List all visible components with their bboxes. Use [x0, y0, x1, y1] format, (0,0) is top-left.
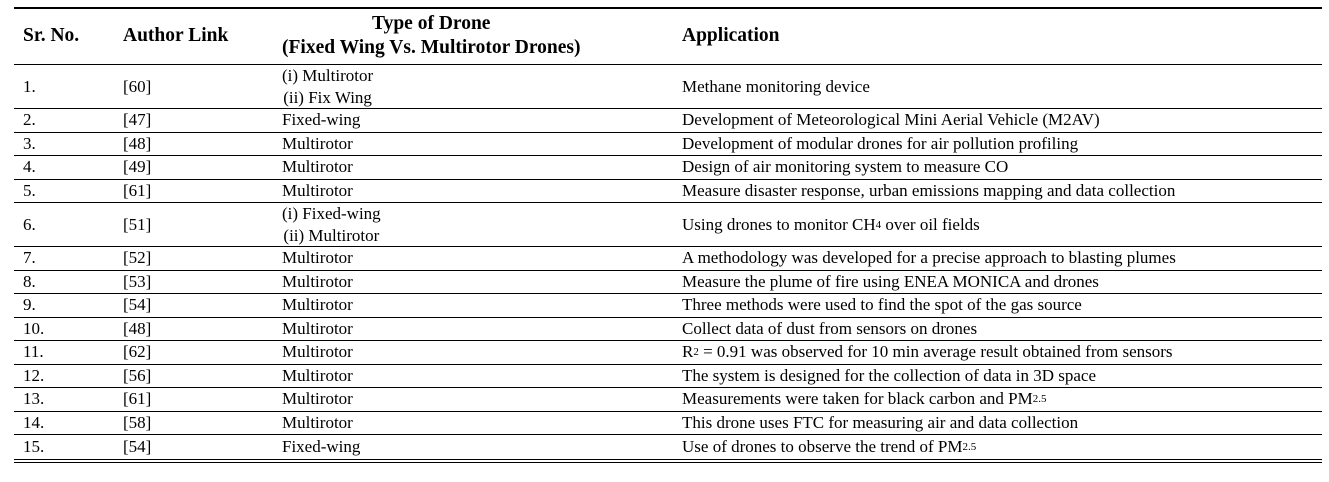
row-drone-type: Fixed-wing	[282, 436, 361, 456]
row-drone-type: Multirotor	[282, 248, 353, 268]
row-number: 15.	[23, 436, 45, 456]
row-application: The system is designed for the collection of data in 3D space	[682, 365, 1097, 385]
header-application: Application	[682, 25, 780, 46]
table-row	[14, 341, 1322, 365]
row-application: A methodology was developed for a precise approach to blasting plumes	[682, 248, 1176, 268]
row-drone-type: Multirotor	[282, 133, 353, 153]
application-text: Use of drones to observe the trend of PM	[682, 436, 963, 456]
table-header-row	[14, 9, 1322, 63]
row-drone-type: Multirotor	[282, 157, 353, 177]
row-number: 8.	[23, 271, 36, 291]
row-application: This drone uses FTC for measuring air and data collection	[682, 412, 1079, 432]
subscript: 2.5	[962, 440, 977, 453]
row-number: 5.	[23, 180, 36, 200]
row-drone-type: Multirotor	[282, 318, 353, 338]
row-application: Collect data of dust from sensors on drones	[682, 318, 978, 338]
row-number: 14.	[23, 412, 45, 432]
table-row	[14, 412, 1322, 436]
application-text-suffix: = 0.91 was observed for 10 min average result obtained from sensors	[698, 342, 1173, 362]
row-author-link: [61]	[123, 180, 152, 200]
table-row	[14, 203, 1322, 247]
row-number: 1.	[23, 76, 36, 96]
table-bottom-rule	[14, 459, 1322, 460]
row-drone-type: Multirotor	[282, 412, 353, 432]
header-type-line2: (Fixed Wing Vs. Multirotor Drones)	[282, 37, 581, 58]
row-application: R 2 = 0.91 was observed for 10 min average result obtained from sensors	[682, 342, 1173, 362]
row-drone-type-line2: (ii) Multirotor	[283, 225, 380, 245]
table-row	[14, 271, 1322, 295]
row-author-link: [52]	[123, 248, 152, 268]
row-drone-type	[282, 65, 373, 108]
row-author-link: [56]	[123, 365, 152, 385]
table-row	[14, 65, 1322, 109]
row-drone-type: Multirotor	[282, 365, 353, 385]
row-author-link: [58]	[123, 412, 152, 432]
row-drone-type: Multirotor	[282, 389, 353, 409]
subscript: 4	[875, 218, 882, 231]
table-row	[14, 133, 1322, 157]
row-application: Development of Meteorological Mini Aerial Vehicle (M2AV)	[682, 110, 1100, 130]
row-application: Three methods were used to find the spot of the gas source	[682, 295, 1082, 315]
row-number: 2.	[23, 110, 36, 130]
subscript: 2.5	[1032, 393, 1047, 406]
row-author-link: [61]	[123, 389, 152, 409]
table-row	[14, 388, 1322, 412]
row-author-link: [54]	[123, 436, 152, 456]
row-number: 11.	[23, 342, 44, 362]
header-type-of-drone	[282, 9, 580, 63]
row-application	[682, 388, 1046, 411]
header-type-line1: Type of Drone	[372, 13, 491, 34]
row-number: 7.	[23, 248, 36, 268]
table-row	[14, 294, 1322, 318]
application-text-suffix: over oil fields	[881, 214, 980, 234]
header-author-link: Author Link	[123, 25, 229, 46]
row-author-link: [48]	[123, 133, 152, 153]
row-drone-type-line1: (i) Multirotor	[282, 65, 374, 85]
row-drone-type: Multirotor	[282, 180, 353, 200]
row-application: Design of air monitoring system to measure CO	[682, 157, 1009, 177]
row-drone-type-line1: (i) Fixed-wing	[282, 203, 381, 223]
row-author-link: [62]	[123, 342, 152, 362]
row-drone-type: Multirotor	[282, 271, 353, 291]
table-row	[14, 247, 1322, 271]
table-row	[14, 109, 1322, 133]
row-application: Methane monitoring device	[682, 76, 870, 96]
row-author-link: [54]	[123, 295, 152, 315]
application-text: Measurements were taken for black carbon and PM	[682, 389, 1033, 409]
row-number: 4.	[23, 157, 36, 177]
row-author-link: [51]	[123, 214, 152, 234]
drone-application-table	[14, 7, 1322, 463]
row-number: 3.	[23, 133, 36, 153]
row-application	[682, 435, 976, 459]
row-number: 9.	[23, 295, 36, 315]
row-drone-type: Multirotor	[282, 342, 353, 362]
row-drone-type: Multirotor	[282, 295, 353, 315]
row-application	[682, 203, 980, 246]
row-drone-type: Fixed-wing	[282, 110, 361, 130]
header-sr-no: Sr. No.	[23, 25, 80, 46]
application-text: Using drones to monitor CH	[682, 214, 876, 234]
row-number: 13.	[23, 389, 45, 409]
row-drone-type-line2: (ii) Fix Wing	[283, 87, 372, 107]
row-author-link: [53]	[123, 271, 152, 291]
table-row	[14, 365, 1322, 389]
row-author-link: [48]	[123, 318, 152, 338]
table-bottom-rule-2	[14, 462, 1322, 463]
table-row	[14, 180, 1322, 204]
row-author-link: [47]	[123, 110, 152, 130]
row-number: 10.	[23, 318, 45, 338]
row-application: Measure the plume of fire using ENEA MONICA and drones	[682, 271, 1099, 291]
row-number: 12.	[23, 365, 45, 385]
row-drone-type	[282, 203, 381, 246]
row-number: 6.	[23, 214, 36, 234]
row-author-link: [60]	[123, 76, 152, 96]
table-row	[14, 318, 1322, 342]
row-application: Development of modular drones for air pollution profiling	[682, 133, 1079, 153]
row-author-link: [49]	[123, 157, 152, 177]
table-row	[14, 156, 1322, 180]
table-row	[14, 435, 1322, 459]
application-text: R	[682, 342, 694, 362]
row-application: Measure disaster response, urban emissions mapping and data collection	[682, 180, 1176, 200]
